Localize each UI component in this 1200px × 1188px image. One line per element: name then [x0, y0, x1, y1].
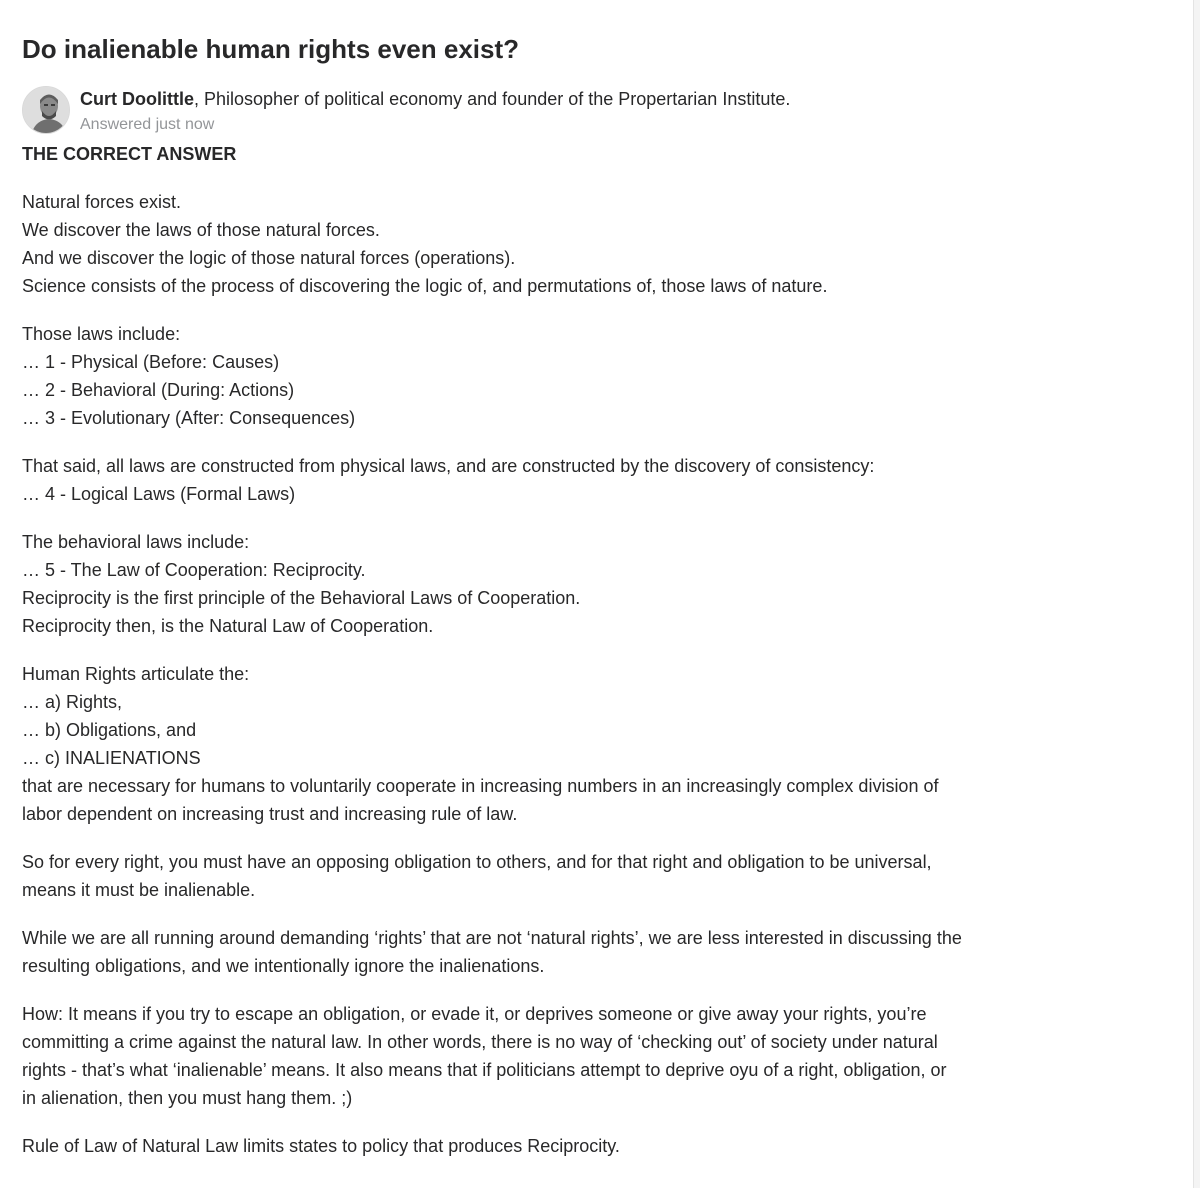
answer-paragraph: [22, 848, 1182, 904]
answer-line: Human Rights articulate the:: [22, 664, 250, 684]
answer-line: Rule of Law of Natural Law limits states to policy that produces Reciprocity.: [22, 1136, 620, 1156]
answer-line: means it must be inalienable.: [22, 880, 256, 900]
answer-line: How: It means if you try to escape an obligation, or evade it, or deprives someone or give away your rights, you’re: [22, 1004, 927, 1024]
answer-line: … 5 - The Law of Cooperation: Reciprocity.: [22, 560, 366, 580]
answer-line: that are necessary for humans to voluntarily cooperate in increasing numbers in an increasingly complex division of: [22, 776, 939, 796]
answer-line: Science consists of the process of discovering the logic of, and permutations of, those laws of nature.: [22, 276, 828, 296]
answer-line: labor dependent on increasing trust and increasing rule of law.: [22, 804, 518, 824]
answer-line: … a) Rights,: [22, 692, 123, 712]
answered-timestamp[interactable]: Answered just now: [80, 116, 215, 133]
author-credential: , Philosopher of political economy and founder of the Propertarian Institute.: [194, 89, 791, 109]
answer-heading: THE CORRECT ANSWER: [22, 144, 237, 164]
answer-line: Reciprocity then, is the Natural Law of Cooperation.: [22, 616, 434, 636]
answer-paragraph: [22, 320, 1182, 432]
author-line: [80, 87, 790, 111]
answer-paragraph: [22, 188, 1182, 300]
scrollbar[interactable]: [1193, 0, 1200, 1188]
answer-page: [22, 0, 1182, 1180]
answer-line: That said, all laws are constructed from physical laws, and are constructed by the discovery of consistency:: [22, 456, 875, 476]
answer-line: committing a crime against the natural law. In other words, there is no way of ‘checking out’ of society under natural: [22, 1032, 938, 1052]
answer-line: While we are all running around demanding ‘rights’ that are not ‘natural rights’, we are less interested in discussing the: [22, 928, 962, 948]
author-row: [22, 86, 1182, 138]
answer-line: … 1 - Physical (Before: Causes): [22, 352, 280, 372]
person-portrait-icon[interactable]: [22, 86, 70, 134]
answer-paragraph: [22, 1000, 1182, 1112]
answer-line: resulting obligations, and we intentionally ignore the inalienations.: [22, 956, 545, 976]
answer-line: … 4 - Logical Laws (Formal Laws): [22, 484, 296, 504]
answer-paragraph: [22, 452, 1182, 508]
answer-paragraph: [22, 1132, 1182, 1160]
answer-line: Natural forces exist.: [22, 192, 182, 212]
author-meta: [80, 86, 790, 136]
answer-line: … b) Obligations, and: [22, 720, 197, 740]
answer-line: So for every right, you must have an opposing obligation to others, and for that right and obligation to be universal,: [22, 852, 932, 872]
answer-line: And we discover the logic of those natural forces (operations).: [22, 248, 516, 268]
answer-line: in alienation, then you must hang them. ;): [22, 1088, 353, 1108]
answer-line: The behavioral laws include:: [22, 532, 250, 552]
answer-line: Those laws include:: [22, 324, 181, 344]
answer-line: rights - that’s what ‘inalienable’ means. It also means that if politicians attempt to deprive oyu of a right, obligation, or: [22, 1060, 947, 1080]
answer-line: We discover the laws of those natural forces.: [22, 220, 380, 240]
answer-paragraph: [22, 660, 1182, 828]
answer-line: … 2 - Behavioral (During: Actions): [22, 380, 295, 400]
author-name[interactable]: Curt Doolittle: [80, 89, 194, 109]
answer-line: … c) INALIENATIONS: [22, 748, 201, 768]
answer-line: … 3 - Evolutionary (After: Consequences): [22, 408, 356, 428]
answer-line: Reciprocity is the first principle of the Behavioral Laws of Cooperation.: [22, 588, 581, 608]
answer-paragraph: [22, 924, 1182, 980]
question-title[interactable]: Do inalienable human rights even exist?: [22, 34, 520, 64]
answer-paragraph: [22, 528, 1182, 640]
answer-body: [22, 188, 1182, 1160]
